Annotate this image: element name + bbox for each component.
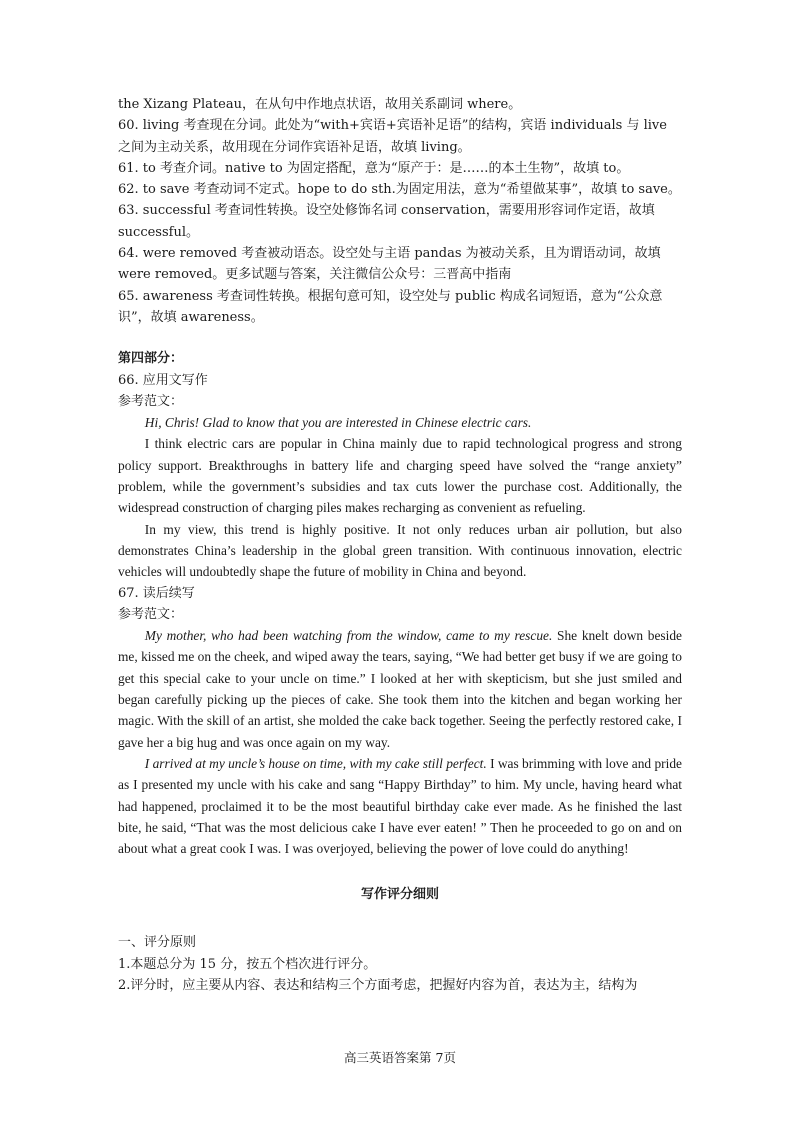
q67-p2-rest: I was brimming with love and pride as I presented my uncle with his cake and sang “Happy Birthday” to him. My uncle, having heard what had happened, proclaimed it to be the most beautiful birthday cake ever made. As he finished the last bite, he said, “That was the most delicious cake I have ever eaten! ” Then he proceeded to go on and on about what a great cook I was. I was overjoyed, believing the power of love could do anything! [118,755,682,857]
rubric-title: 写作评分细则 [360,887,439,903]
q67-ref-label: 参考范文： [118,606,184,622]
q67-label: 67. 读后续写 [118,585,195,601]
q67-paragraph-1 [118,625,682,753]
q66-greeting: Hi, Chris! Glad to know that you are interested in Chinese electric cars. [144,415,532,431]
part4-heading: 第四部分： [118,351,184,367]
rubric-item-1: 1.本题总分为 15 分，按五个档次进行评分。 [118,956,377,972]
q67-p1-lead: My mother, who had been watching from the window, came to my rescue. [144,628,553,644]
rubric-section-1: 一、评分原则 [118,935,197,951]
q66-ref-label: 参考范文： [118,393,184,409]
answer-line-cont: the Xizang Plateau，在从句中作地点状语，故用关系副词 where。 [118,97,522,112]
q67-p2-lead: I arrived at my uncle’s house on time, with my cake still perfect. [144,755,487,771]
q66-paragraph-2: In my view, this trend is highly positive. It not only reduces urban air pollution, but also demonstrates China’s leadership in the global green transition. With continuous innovation, electric vehicles will undoubtedly shape the future of mobility in China and beyond. [118,521,682,580]
answer-60: 60. living 考查现在分词。此处为“with+宾语+宾语补足语”的结构，宾语 individuals 与 live 之间为主动关系，故用现在分词作宾语补足语，故填 living。 [118,118,667,155]
answer-62: 62. to save 考查动词不定式。hope to do sth.为固定用法，意为“希望做某事”，故填 to save。 [118,182,681,198]
q66-paragraph-1: I think electric cars are popular in China mainly due to rapid technological progress and strong policy support. Breakthroughs in battery life and charging speed have solved the “range anxiety” problem, while the government’s subsidies and tax cuts lower the purchase cost. Additionally, the widespread construction of charging piles makes recharging as convenient as refueling. [118,436,682,516]
q67-paragraph-2 [118,753,682,859]
answer-61: 61. to 考查介词。native to 为固定搭配，意为“原产于：是……的本土生物”，故填 to。 [118,160,630,176]
answer-64: 64. were removed 考查被动语态。设空处与主语 pandas 为被动关系，且为谓语动词，故填 were removed。更多试题与答案，关注微信公众号：三晋高中指南 [118,246,661,283]
q67-p1-rest: She knelt down beside me, kissed me on the cheek, and wiped away the tears, saying, “We had better get busy if we are going to get this special cake to your uncle on time.” I looked at her with skepticism, but she just smiled and began carefully picking up the pieces of cake. She took them into the kitchen and began working her magic. With the skill of an artist, she molded the cake back together. Seeing the perfectly restored cake, I gave her a big hug and was once again on my way. [118,628,682,750]
rubric-item-2: 2.评分时，应主要从内容、表达和结构三个方面考虑，把握好内容为首，表达为主，结构为 [118,977,638,993]
q66-label: 66. 应用文写作 [118,372,208,388]
answer-63: 63. successful 考查词性转换。设空处修饰名词 conservation，需要用形容词作定语，故填 successful。 [118,203,655,240]
page-footer: 高三英语答案第 7页 [344,1050,456,1065]
answer-65: 65. awareness 考查词性转换。根据句意可知，设空处与 public 构成名词短语，意为“公众意识”，故填 awareness。 [118,288,663,325]
